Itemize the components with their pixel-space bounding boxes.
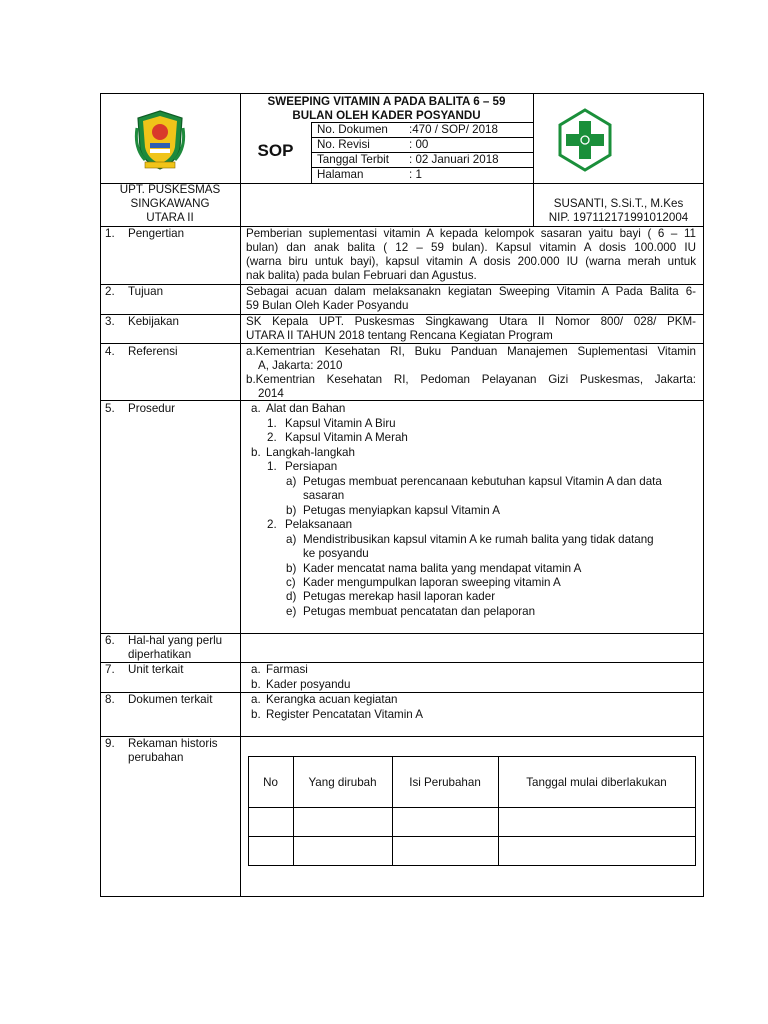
prosedur-item-marker: b. (251, 446, 261, 459)
tujuan-line-1: Sebagai acuan dalam melaksanakn kegiatan Sweeping Vitamin A Pada Balita 6- (246, 285, 696, 298)
history-table-line (392, 756, 393, 866)
history-header-tanggal: Tanggal mulai diberlakukan (526, 776, 667, 789)
dokumen-item-kerangka: Kerangka acuan kegiatan (266, 693, 398, 706)
section-label-pengertian: Pengertian (128, 227, 185, 240)
dokumen-item-marker: a. (251, 693, 261, 706)
prosedur-item: Kapsul Vitamin A Merah (285, 431, 408, 444)
section-label-rekaman-line-2: perubahan (128, 751, 184, 764)
prosedur-item-marker: b) (286, 562, 297, 575)
puskesmas-cross-icon (556, 108, 614, 172)
unit-item-kader: Kader posyandu (266, 678, 351, 691)
unit-item-farmasi: Farmasi (266, 663, 308, 676)
prosedur-item-marker: b) (286, 504, 297, 517)
frame-top (100, 93, 704, 94)
meta-value-revisi: : 00 (409, 138, 429, 151)
history-table-line (248, 756, 696, 757)
prosedur-item-marker: 2. (267, 518, 277, 531)
prosedur-item-marker: 2. (267, 431, 277, 444)
meta-label-halaman: Halaman (317, 168, 364, 181)
section-number-1: 1. (105, 227, 115, 240)
prosedur-item: Pelaksanaan (285, 518, 353, 531)
history-table-line (293, 756, 294, 866)
history-table-line (248, 836, 696, 837)
prosedur-item-marker: 1. (267, 417, 277, 430)
history-table-line (695, 756, 696, 866)
referensi-line-3: b.Kementrian Kesehatan RI, Pedoman Pelayanan Gizi Puskesmas, Jakarta: (246, 373, 696, 386)
signer-nip: NIP. 197112171991012004 (548, 211, 689, 224)
section-label-hal-line-2: diperhatikan (128, 648, 192, 661)
history-header-isi-perubahan: Isi Perubahan (409, 776, 481, 789)
referensi-line-1: a.Kementrian Kesehatan RI, Buku Panduan Manajemen Suplementasi Vitamin (246, 345, 696, 358)
prosedur-item: sasaran (303, 489, 345, 502)
prosedur-item: Petugas membuat pencatatan dan pelaporan (303, 605, 536, 618)
prosedur-item: Petugas membuat perencanaan kebutuhan kapsul Vitamin A dan data (303, 475, 662, 488)
document-title-line-1: SWEEPING VITAMIN A PADA BALITA 6 – 59 (267, 95, 506, 108)
meta-value-halaman: : 1 (409, 168, 422, 181)
prosedur-item-marker: a) (286, 533, 297, 546)
section-label-unit-terkait: Unit terkait (128, 663, 184, 676)
prosedur-item-marker: a. (251, 402, 261, 415)
prosedur-item: Langkah-langkah (266, 446, 355, 459)
org-line-3: UTARA II (146, 211, 194, 224)
org-line-2: SINGKAWANG (130, 197, 210, 210)
section-number-5: 5. (105, 402, 115, 415)
section-label-referensi: Referensi (128, 345, 178, 358)
referensi-line-4: 2014 (258, 387, 284, 400)
section-number-8: 8. (105, 693, 115, 706)
dokumen-item-marker: b. (251, 708, 261, 721)
history-table-line (248, 865, 696, 866)
frame-bottom (100, 896, 704, 897)
prosedur-item: Kapsul Vitamin A Biru (285, 417, 396, 430)
meta-label-dokumen: No. Dokumen (317, 123, 388, 136)
org-line-1: UPT. PUSKESMAS (119, 183, 221, 196)
prosedur-item: Alat dan Bahan (266, 402, 346, 415)
prosedur-item: Kader mencatat nama balita yang mendapat vitamin A (303, 562, 582, 575)
section-number-2: 2. (105, 285, 115, 298)
prosedur-item: Persiapan (285, 460, 338, 473)
section-label-tujuan: Tujuan (128, 285, 164, 298)
pengertian-line-2: bulan) dan anak balita ( 12 – 59 bulan). Kapsul vitamin A dosis 100.000 IU (246, 241, 696, 254)
meta-value-dokumen: :470 / SOP/ 2018 (409, 123, 498, 136)
unit-item-marker: b. (251, 678, 261, 691)
sop-label: SOP (257, 141, 294, 160)
row-divider-5 (100, 400, 704, 401)
prosedur-item-marker: a) (286, 475, 297, 488)
section-label-hal-line-1: Hal-hal yang perlu (128, 634, 223, 647)
history-header-yang-dirubah: Yang dirubah (308, 776, 377, 789)
section-number-7: 7. (105, 663, 115, 676)
prosedur-item: Petugas menyiapkan kapsul Vitamin A (303, 504, 500, 517)
kebijakan-line-2: UTARA II TAHUN 2018 tentang Rencana Kegiatan Program (246, 329, 553, 342)
prosedur-item-marker: c) (286, 576, 296, 589)
section-number-3: 3. (105, 315, 115, 328)
section-number-6: 6. (105, 634, 115, 647)
referensi-line-2: A, Jakarta: 2010 (258, 359, 343, 372)
meta-label-revisi: No. Revisi (317, 138, 370, 151)
regional-emblem-icon (133, 108, 187, 172)
history-table-line (248, 756, 249, 866)
kebijakan-line-1: SK Kepala UPT. Puskesmas Singkawang Utara II Nomor 800/ 028/ PKM- (246, 315, 696, 328)
prosedur-item: ke posyandu (303, 547, 369, 560)
prosedur-item: Kader mengumpulkan laporan sweeping vitamin A (303, 576, 561, 589)
prosedur-item: Petugas merekap hasil laporan kader (303, 590, 496, 603)
meta-label-tanggal: Tanggal Terbit (317, 153, 389, 166)
signer-name: SUSANTI, S.Si.T., M.Kes (553, 197, 684, 210)
section-label-dokumen-terkait: Dokumen terkait (128, 693, 213, 706)
history-table-line (248, 807, 696, 808)
prosedur-item-marker: e) (286, 605, 297, 618)
prosedur-item-marker: 1. (267, 460, 277, 473)
pengertian-line-3: (warna biru untuk bayi), kapsul vitamin A dosis 200.000 IU (warna merah untuk (246, 255, 696, 268)
unit-item-marker: a. (251, 663, 261, 676)
dokumen-item-register: Register Pencatatan Vitamin A (266, 708, 424, 721)
history-header-no: No (263, 776, 278, 789)
section-label-prosedur: Prosedur (128, 402, 176, 415)
meta-value-tanggal: : 02 Januari 2018 (409, 153, 499, 166)
section-number-9: 9. (105, 737, 115, 750)
pengertian-line-1: Pemberian suplementasi vitamin A kepada kelompok sasaran yaitu bayi ( 6 – 11 (246, 227, 696, 240)
history-table-line (498, 756, 499, 866)
document-title-line-2: BULAN OLEH KADER POSYANDU (292, 109, 481, 122)
section-label-kebijakan: Kebijakan (128, 315, 179, 328)
section-number-4: 4. (105, 345, 115, 358)
tujuan-line-2: 59 Bulan Oleh Kader Posyandu (246, 299, 409, 312)
prosedur-item: Mendistribusikan kapsul vitamin A ke rumah balita yang tidak datang (303, 533, 654, 546)
prosedur-item-marker: d) (286, 590, 297, 603)
section-label-rekaman-line-1: Rekaman historis (128, 737, 218, 750)
pengertian-line-4: nak balita) pada bulan Februari dan Agustus. (246, 269, 477, 282)
column-divider-left (240, 93, 241, 897)
